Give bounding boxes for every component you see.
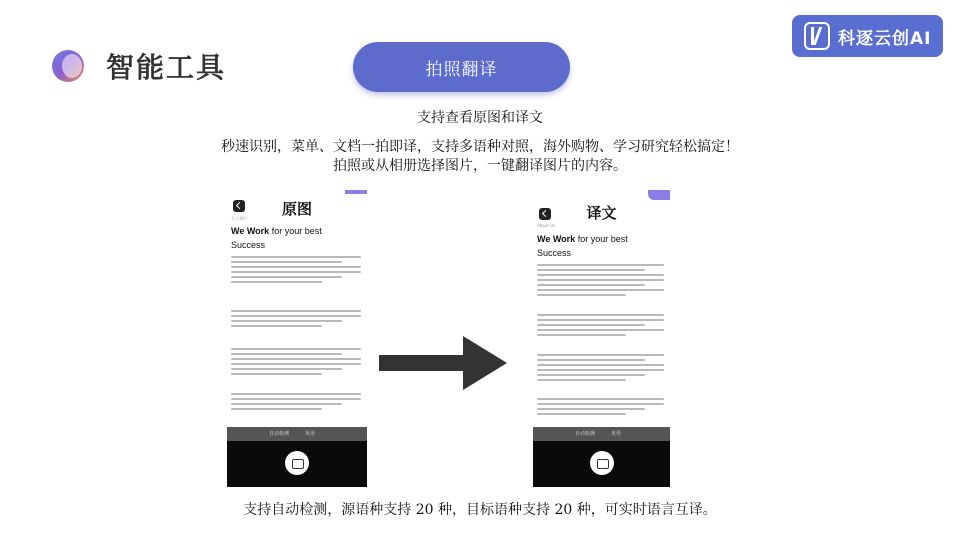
panel-title: 译文 [586,204,617,222]
paragraph-block [231,256,361,286]
headline [231,224,322,252]
arrow-right-icon [379,336,509,390]
translated-image-panel [533,190,670,487]
caption-features: 秒速识别，菜单、文档一拍即译，支持多语种对照，海外购物、学习研究轻松搞定！ [221,139,739,155]
caption-usage: 拍照或从相册选择图片，一键翻译图片的内容。 [333,158,627,174]
headline-rest: for your best [575,234,628,244]
language-toolbar[interactable] [533,427,670,441]
target-language[interactable]: 英语 [305,431,316,437]
paragraph-block [231,310,361,330]
camera-icon[interactable] [590,451,614,475]
brand-name: 科逐云创AI [838,28,932,49]
headline-bold: We Work [231,226,270,236]
paragraph-block [231,348,361,378]
section-title: 智能工具 [106,51,227,84]
paragraph-block [537,398,664,418]
paragraph-block [537,264,664,299]
headline-line2: Success [231,240,266,250]
corner-tab [345,190,367,194]
caption-view-original: 支持查看原图和译文 [417,110,543,126]
headline-line2: Success [537,248,572,258]
caption-languages: 支持自动检测，源语种支持 20 种，目标语种支持 20 种，可实时语言互译。 [243,502,717,518]
source-language[interactable]: 自动检测 [575,431,596,437]
section-logo-icon [52,50,84,82]
language-toolbar[interactable] [227,427,367,441]
camera-bar [227,441,367,487]
paragraph-block [537,314,664,339]
brand-k-icon [804,22,830,50]
paragraph-block [231,393,361,413]
headline-bold: We Work [537,234,576,244]
brand-logo [792,15,943,57]
camera-bar [533,441,670,487]
headline [537,232,628,260]
about-label: 关于我们 [231,216,247,221]
corner-tab [648,190,670,200]
original-image-panel [227,190,367,487]
paragraph-block [537,354,664,384]
target-language[interactable]: 英语 [611,431,622,437]
panel-title: 原图 [281,200,312,218]
camera-icon[interactable] [285,451,309,475]
headline-rest: for your best [269,226,322,236]
photo-translate-button[interactable]: 拍照翻译 [353,42,570,92]
source-language[interactable]: 自动检测 [269,431,290,437]
about-label: About Us [537,223,556,228]
